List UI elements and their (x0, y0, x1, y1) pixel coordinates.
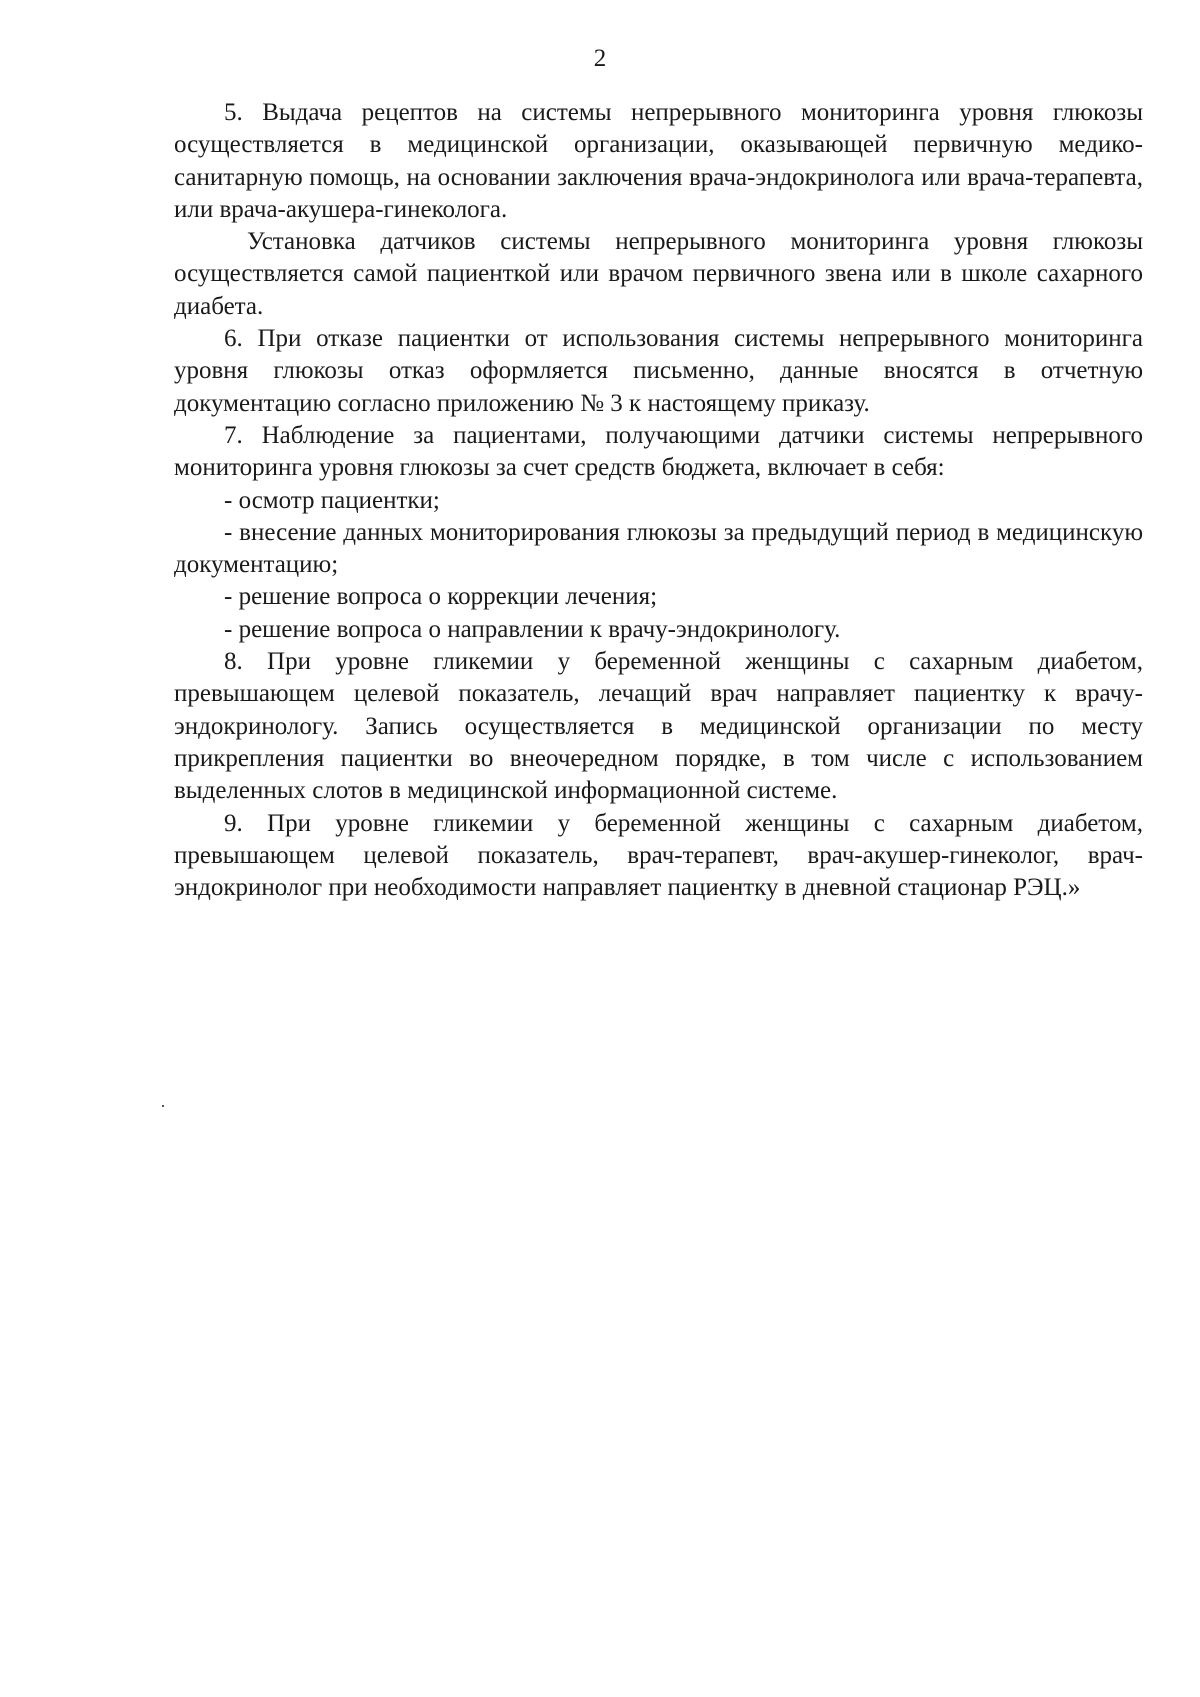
paragraph-7-observation: 7. Наблюдение за пациентами, получающими датчики системы непрерывного мониторинга уровня глюкозы за счет средств бюджета, включает в себя: (174, 421, 1143, 482)
list-item-examination: - осмотр пациентки; (224, 486, 440, 514)
paragraph-8-glycemia-referral: 8. При уровне гликемии у беременной женщины с сахарным диабетом, превышающем целевой показатель, лечащий врач направляет пациентку к врачу-эндокринологу. Запись осуществляется в медицинской организации по месту прикрепления пациентки во внеочередном порядке, в том числе с использованием выделенных слотов в медицинской информационной системе. (174, 648, 1143, 805)
list-item-treatment-correction: - решение вопроса о коррекции лечения; (224, 583, 658, 611)
paragraph-sensor-installation: Установка датчиков системы непрерывного мониторинга уровня глюкозы осуществляется самой пациенткой или врачом первичного звена или в школе сахарного диабета. (174, 228, 1143, 320)
page-number: 2 (593, 45, 607, 72)
document-body (174, 97, 1143, 904)
paragraph-5-prescriptions: 5. Выдача рецептов на системы непрерывного мониторинга уровня глюкозы осуществляется в медицинской организации, оказывающей первичную медико-санитарную помощь, на основании заключения врача-эндокринолога или врача-терапевта, или врача-акушера-гинеколога. (174, 99, 1143, 223)
list-item-data-entry: - внесение данных мониторирования глюкозы за предыдущий период в медицинскую документацию; (174, 518, 1143, 579)
list-item-endocrinologist-referral: - решение вопроса о направлении к врачу-эндокринологу. (224, 615, 841, 643)
scan-speck (162, 1105, 164, 1107)
paragraph-9-day-hospital: 9. При уровне гликемии у беременной женщины с сахарным диабетом, превышающем целевой показатель, врач-терапевт, врач-акушер-гинеколог, врач-эндокринолог при необходимости направляет пациентку в дневной стационар РЭЦ.» (174, 809, 1143, 902)
paragraph-6-refusal: 6. При отказе пациентки от использования системы непрерывного мониторинга уровня глюкозы отказ оформляется письменно, данные вносятся в отчетную документацию согласно приложению № 3 к настоящему приказу. (174, 325, 1143, 417)
